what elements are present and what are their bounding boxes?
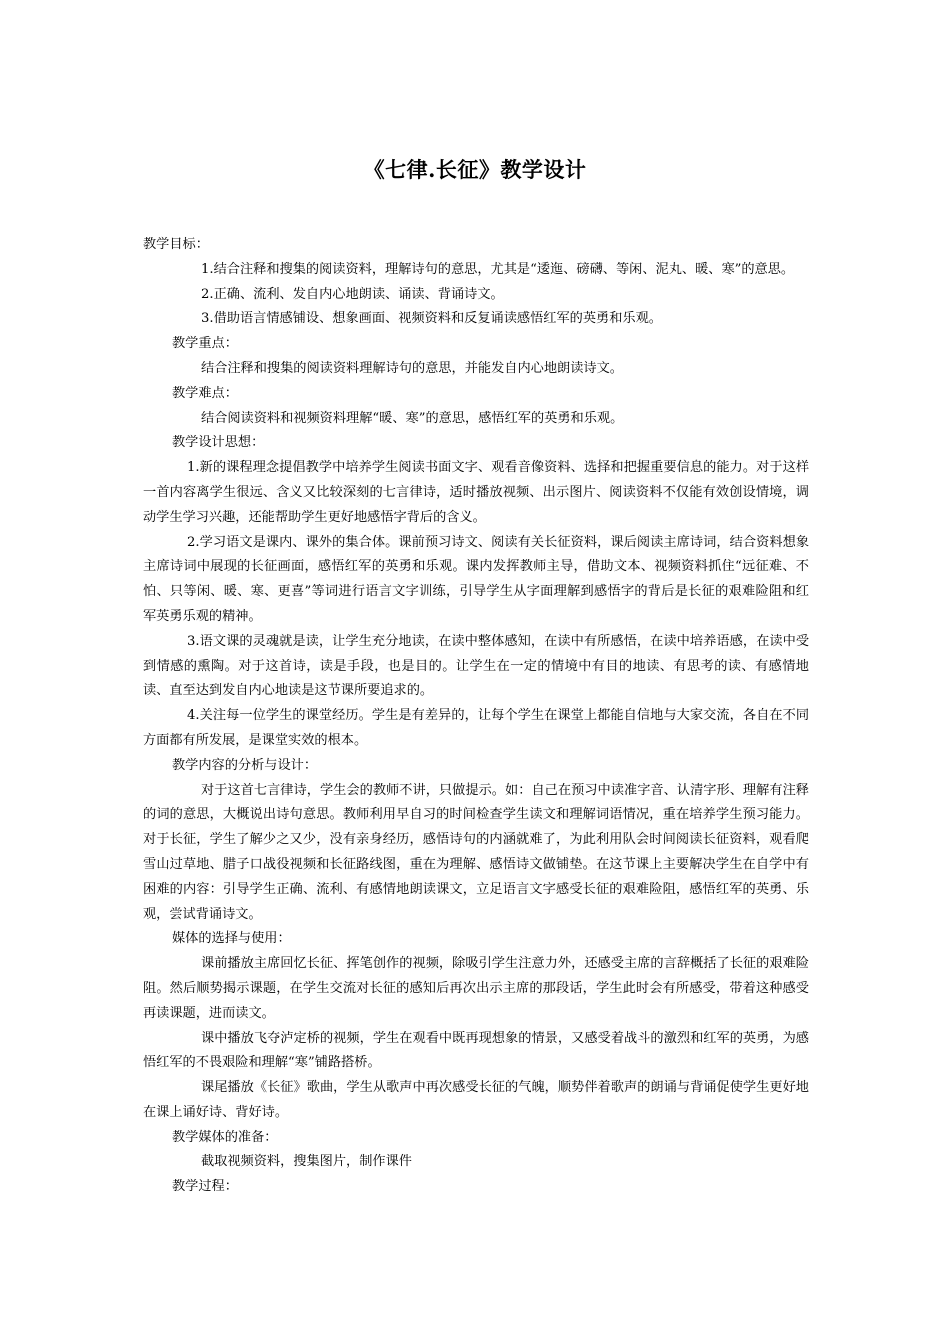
heading-teaching-goals: 教学目标： — [143, 237, 209, 252]
document-body — [143, 233, 809, 1200]
media-preparation-text: 截取视频资料，搜集图片，制作课件 — [201, 1154, 412, 1170]
design-idea-3: 3.语文课的灵魂就是读，让学生充分地读，在读中整体感知，在读中有所感悟，在读中培养语感，在读中受到情感的熏陶。对于这首诗，读是手段，也是目的。让学生在一定的情境中有目的地读、有思考的读、有感情地读、直至达到发自内心地读是这节课所要追求的。 — [143, 633, 809, 699]
document-title: 《七律.长征》教学设计 — [363, 157, 587, 182]
heading-difficulties: 教学难点： — [172, 385, 238, 401]
content-analysis-text: 对于这首七言律诗，学生会的教师不讲，只做提示。如：自己在预习中读准字音、认清字形、理解有注释的词的意思，大概说出诗句意思。教师利用早自习的时间检查学生读文和理解词语情况，重在培养学生预习能力。对于长征，学生了解少之又少，没有亲身经历，感悟诗句的内涵就难了，为此利用队会时间阅读长征资料，观看爬雪山过草地、腊子口战役视频和长征路线图，重在为理解、感悟诗文做铺垫。在这节课上主要解决学生在自学中有困难的内容：引导学生正确、流利、有感情地朗读课文，立足语言文字感受长征的艰难险阻，感悟红军的英勇、乐观，尝试背诵诗文。 — [143, 782, 809, 922]
goal-item-3: 3.借助语言情感铺设、想象画面、视频资料和反复诵读感悟红军的英勇和乐观。 — [201, 311, 662, 327]
design-idea-4: 4.关注每一位学生的课堂经历。学生是有差异的，让每个学生在课堂上都能自信地与大家交流，各自在不同方面都有所发展，是课堂实效的根本。 — [143, 708, 809, 748]
media-end-of-class: 课尾播放《长征》歌曲，学生从歌声中再次感受长征的气魄，顺势伴着歌声的朗诵与背诵促使学生更好地在课上诵好诗、背好诗。 — [143, 1080, 809, 1120]
heading-key-points: 教学重点： — [172, 336, 238, 352]
heading-media-preparation: 教学媒体的准备： — [172, 1129, 278, 1145]
heading-media-selection: 媒体的选择与使用： — [172, 931, 291, 947]
goal-item-2: 2.正确、流利、发自内心地朗读、诵读、背诵诗文。 — [201, 286, 504, 302]
media-during-class: 课中播放飞夺泸定桥的视频，学生在观看中既再现想象的情景，又感受着战斗的激烈和红军的英勇，为感悟红军的不畏艰险和理解“寒”铺路搭桥。 — [143, 1030, 809, 1071]
heading-teaching-process: 教学过程： — [172, 1179, 238, 1195]
difficulties-text: 结合阅读资料和视频资料理解“暖、寒”的意思，感悟红军的英勇和乐观。 — [201, 410, 624, 426]
media-before-class: 课前播放主席回忆长征、挥笔创作的视频，除吸引学生注意力外，还感受主席的言辞概括了长征的艰难险阻。然后顺势揭示课题，在学生交流对长征的感知后再次出示主席的那段话，学生此时会有所感受，带着这种感受再读课题，进而读文。 — [143, 956, 809, 1021]
design-idea-2: 2.学习语文是课内、课外的集合体。课前预习诗文、阅读有关长征资料，课后阅读主席诗词，结合资料想象主席诗词中展现的长征画面，感悟红军的英勇和乐观。课内发挥教师主导，借助文本、视频资料抓住“远征难、不怕、只等闲、暖、寒、更喜”等词进行语言文字训练，引导学生从字面理解到感悟字的背后是长征的艰难险阻和红军英勇乐观的精神。 — [143, 534, 809, 624]
goal-item-1: 1.结合注释和搜集的阅读资料，理解诗句的意思，尤其是“逶迤、磅礴、等闲、泥丸、暖、寒”的意思。 — [201, 261, 795, 277]
heading-content-analysis: 教学内容的分析与设计： — [172, 757, 318, 773]
design-idea-1: 1.新的课程理念提倡教学中培养学生阅读书面文字、观看音像资料、选择和把握重要信息的能力。对于这样一首内容离学生很远、含义又比较深刻的七言律诗，适时播放视频、出示图片、阅读资料不仅能有效创设情境，调动学生学习兴趣，还能帮助学生更好地感悟字背后的含义。 — [143, 460, 809, 525]
heading-design-ideas: 教学设计思想： — [172, 435, 265, 451]
key-points-text: 结合注释和搜集的阅读资料理解诗句的意思，并能发自内心地朗读诗文。 — [201, 360, 623, 376]
